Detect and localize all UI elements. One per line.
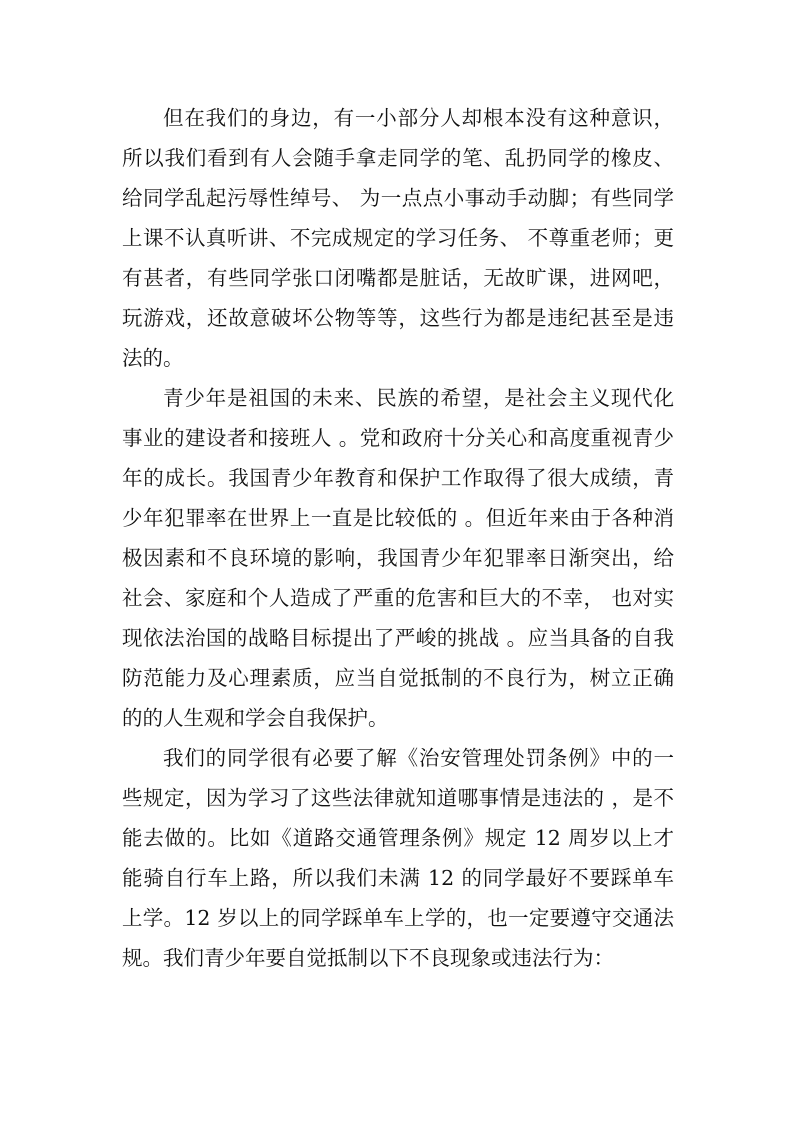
text-line: 防范能力及心理素质，应当自觉抵制的不良行为，树立正确 xyxy=(122,666,674,690)
paragraph-3 xyxy=(122,738,674,978)
text-line: 少年犯罪率在世界上一直是比较低的 。但近年来由于各种消 xyxy=(122,506,674,530)
text-line: 能去做的。比如《道路交通管理条例》规定 12 周岁以上才 xyxy=(122,826,674,850)
text-line: 规。我们青少年要自觉抵制以下不良现象或违法行为： xyxy=(122,946,614,970)
text-line: 事业的建设者和接班人 。党和政府十分关心和高度重视青少 xyxy=(122,426,674,450)
text-line: 上课不认真听讲、不完成规定的学习任务、 不尊重老师；更 xyxy=(122,226,674,250)
text-line: 些规定，因为学习了这些法律就知道哪事情是违法的 ，是不 xyxy=(122,786,674,810)
text-line: 社会、家庭和个人造成了严重的危害和巨大的不幸， 也对实 xyxy=(122,586,674,610)
document-body xyxy=(122,98,674,978)
text-line: 所以我们看到有人会随手拿走同学的笔、乱扔同学的橡皮、 xyxy=(122,146,674,170)
text-line: 年的成长。我国青少年教育和保护工作取得了很大成绩，青 xyxy=(122,466,674,490)
text-line: 现依法治国的战略目标提出了严峻的挑战 。应当具备的自我 xyxy=(122,626,674,650)
text-line: 我们的同学很有必要了解《治安管理处罚条例》中的一 xyxy=(163,746,674,770)
text-line: 上学。12 岁以上的同学踩单车上学的，也一定要遵守交通法 xyxy=(122,906,674,930)
paragraph-2 xyxy=(122,378,674,738)
text-line: 玩游戏，还故意破坏公物等等，这些行为都是违纪甚至是违 xyxy=(122,306,674,330)
text-line: 能骑自行车上路，所以我们未满 12 的同学最好不要踩单车 xyxy=(122,866,674,890)
text-line: 的的人生观和学会自我保护。 xyxy=(122,706,389,730)
text-line: 但在我们的身边，有一小部分人却根本没有这种意识， xyxy=(163,106,674,130)
text-line: 法的。 xyxy=(122,346,184,370)
text-line: 极因素和不良环境的影响，我国青少年犯罪率日渐突出，给 xyxy=(122,546,674,570)
text-line: 给同学乱起污辱性绰号、 为一点点小事动手动脚；有些同学 xyxy=(122,186,674,210)
text-line: 有甚者，有些同学张口闭嘴都是脏话，无故旷课，进网吧， xyxy=(122,266,674,290)
text-line: 青少年是祖国的未来、民族的希望，是社会主义现代化 xyxy=(163,386,674,410)
paragraph-1 xyxy=(122,98,674,378)
